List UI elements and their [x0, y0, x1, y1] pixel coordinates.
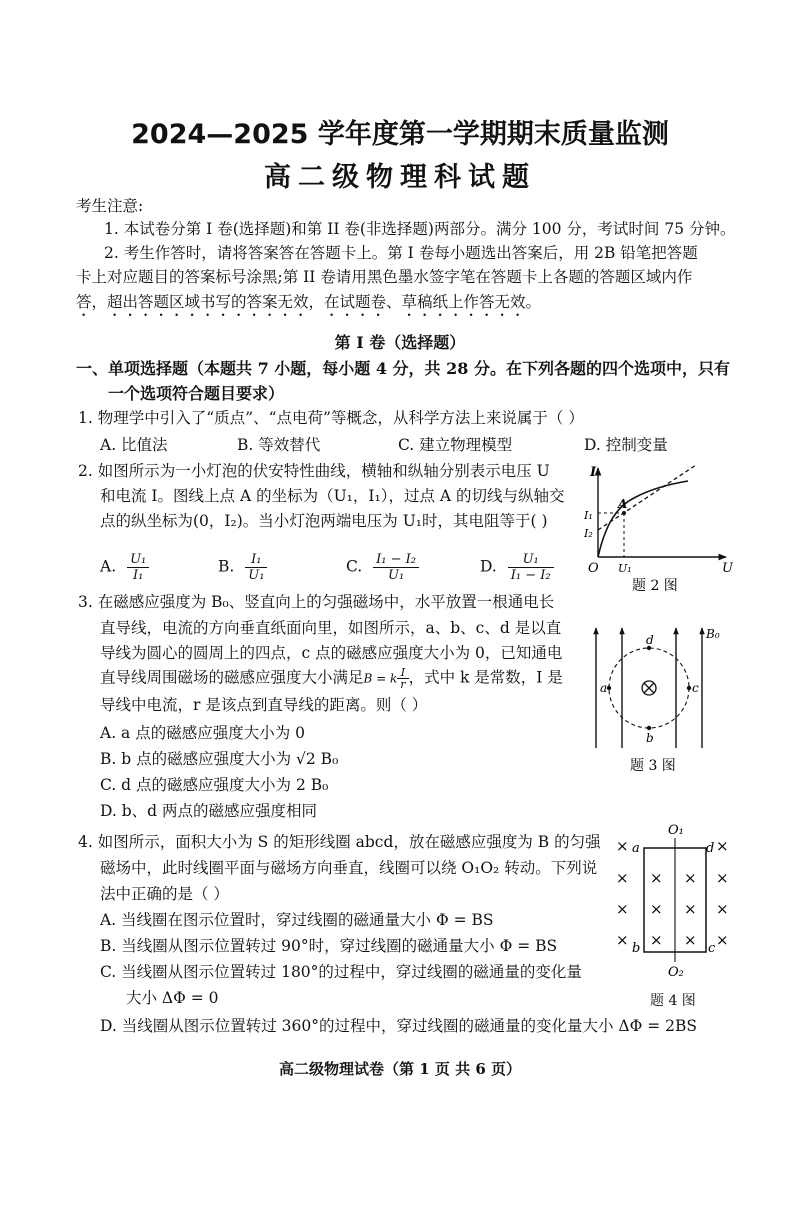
q4-cross: ×: [716, 837, 729, 855]
q3-option-b: B. b 点的磁感应强度大小为 √2 B₀: [100, 750, 339, 768]
q4-cross: ×: [650, 931, 663, 949]
q4-cross: ×: [684, 869, 697, 887]
q4-cross: ×: [616, 900, 629, 918]
q3-option-d: D. b、d 两点的磁感应强度相同: [100, 802, 318, 820]
q4-label-c: c: [708, 941, 716, 956]
q4-line-2: 磁场中，此时线圈平面与磁场方向垂直，线圈可以绕 O₁O₂ 转动。下列说: [100, 859, 598, 877]
q4-label-o2: O₂: [668, 965, 684, 980]
q3-option-c: C. d 点的磁感应强度大小为 2 B₀: [100, 776, 329, 794]
q4-cross: ×: [684, 900, 697, 918]
q2-option-c-denominator: U₁: [388, 568, 405, 583]
q2-point-a-label: A: [618, 497, 628, 511]
notice-label: 考生注意:: [76, 197, 144, 215]
q1-stem: 1. 物理学中引入了“质点”、“点电荷”等概念，从科学方法上来说属于（ ）: [78, 409, 584, 427]
q2-option-d-label: D.: [480, 557, 497, 576]
q2-option-c-numerator: I₁ − I₂: [373, 552, 419, 568]
q2-option-a-fraction: [127, 552, 149, 583]
q2-option-d-denominator: I₁ − I₂: [510, 568, 551, 583]
notice-item-2-line-3: 答，超出答题区域书写的答案无效，在试题卷、草稿纸上作答无效。: [76, 293, 542, 311]
q2-origin-label: O: [588, 561, 599, 576]
q4-figure-caption: 题 4 图: [650, 993, 696, 1009]
q2-iv-curve-figure: [584, 462, 734, 598]
q2-line-1: 2. 如图所示为一小灯泡的伏安特性曲线，横轴和纵轴分别表示电压 U: [78, 462, 550, 480]
q2-option-a-denominator: I₁: [132, 568, 144, 583]
q2-option-d-numerator: U₁: [508, 552, 554, 568]
q2-line-3: 点的纵坐标为(0，I₂)。当小灯泡两端电压为 U₁时，其电阻等于( ): [100, 512, 548, 530]
q3-label-d: d: [646, 633, 654, 647]
q2-characteristic-curve: [598, 481, 688, 557]
q3-line-4-suffix: ，式中 k 是常数，I 是: [408, 668, 563, 687]
q4-cross: ×: [616, 837, 629, 855]
q4-label-d: d: [706, 841, 715, 856]
q2-option-b-fraction: [245, 552, 267, 583]
q2-option-c-label: C.: [346, 557, 363, 576]
section-heading-line-1: 一、单项选择题（本题共 7 小题，每小题 4 分，共 28 分。在下列各题的四个选项中，只有: [76, 359, 730, 378]
q3-line-1: 3. 在磁感应强度为 B₀、竖直向上的匀强磁场中，水平放置一根通电长: [78, 593, 555, 611]
q1-option-c: C. 建立物理模型: [398, 436, 513, 454]
q4-cross: ×: [716, 900, 729, 918]
q2-option-c-fraction: [373, 552, 419, 583]
q4-cross: ×: [716, 869, 729, 887]
q4-label-b: b: [632, 941, 641, 956]
q2-option-a: [100, 552, 149, 583]
q2-line-2: 和电流 I。图线上点 A 的坐标为（U₁，I₁），过点 A 的切线与纵轴交: [100, 487, 565, 505]
q2-option-b-denominator: U₁: [248, 568, 265, 583]
q3-line-4: [100, 667, 563, 690]
q1-option-d: D. 控制变量: [584, 436, 668, 454]
q3-formula-numerator: I: [397, 667, 408, 679]
q2-tangent-line: [598, 465, 696, 530]
q4-cross: ×: [616, 931, 629, 949]
notice-item-2-line-2: 卡上对应题目的答案标号涂黑;第 II 卷请用黑色墨水签字笔在答题卡上各题的答题区域内作: [76, 268, 693, 286]
q3-formula-denominator: r: [400, 678, 406, 691]
q2-figure-caption: 题 2 图: [632, 578, 678, 594]
q2-option-b-label: B.: [218, 557, 235, 576]
q2-i1-label: I₁: [584, 509, 593, 522]
q2-option-d: [480, 552, 554, 583]
q4-option-c-line-1: C. 当线圈从图示位置转过 180°的过程中，穿过线圈的磁通量的变化量: [100, 963, 582, 981]
q4-line-3: 法中正确的是（ ）: [100, 885, 229, 903]
q3-line-5: 导线中电流，r 是该点到直导线的距离。则（ ）: [100, 696, 428, 714]
q3-point-c: [687, 686, 691, 690]
q3-magnetic-field-figure: [582, 620, 732, 780]
q4-label-a: a: [632, 841, 640, 856]
q2-i2-label: I₂: [584, 527, 593, 540]
q1-option-b: B. 等效替代: [237, 436, 321, 454]
q3-line-3: 导线为圆心的圆周上的四点，c 点的磁感应强度大小为 0，已知通电: [100, 644, 563, 662]
q4-option-a: A. 当线圈在图示位置时，穿过线圈的磁通量大小 Φ = BS: [100, 911, 494, 929]
notice-item-1: 1. 本试卷分第 I 卷(选择题)和第 II 卷(非选择题)两部分。满分 100 分，考试时间 75 分钟。: [104, 220, 736, 238]
q3-point-a: [607, 686, 611, 690]
q4-option-b: B. 当线圈从图示位置转过 90°时，穿过线圈的磁通量大小 Φ = BS: [100, 937, 558, 955]
section-heading-line-2: 一个选项符合题目要求）: [108, 384, 285, 403]
q4-coil-figure: [612, 818, 740, 986]
q2-option-a-label: A.: [100, 557, 117, 576]
q2-option-b-numerator: I₁: [245, 552, 267, 568]
q3-label-a: a: [600, 681, 608, 695]
q3-label-b: b: [646, 731, 654, 745]
q1-option-a: A. 比值法: [100, 436, 168, 454]
q3-label-c: c: [692, 681, 699, 695]
q4-cross: ×: [650, 869, 663, 887]
q2-option-c: [346, 552, 419, 583]
q3-formula-lhs: B = k: [363, 671, 398, 686]
q4-line-1: 4. 如图所示，面积大小为 S 的矩形线圈 abcd，放在磁感应强度为 B 的匀强: [78, 833, 601, 851]
q4-option-c-line-2: 大小 ΔΦ = 0: [126, 989, 219, 1007]
q2-option-b: [218, 552, 267, 583]
q4-cross: ×: [650, 900, 663, 918]
q2-u1-label: U₁: [618, 562, 632, 575]
exam-subtitle: 高二级物理科试题: [264, 162, 536, 193]
q2-option-a-numerator: U₁: [127, 552, 149, 568]
q3-figure-caption: 题 3 图: [630, 758, 676, 774]
exam-title: 2024—2025 学年度第一学期期末质量监测: [131, 119, 669, 150]
page-footer: 高二级物理试卷（第 1 页 共 6 页）: [279, 1060, 521, 1078]
q3-label-b0: B₀: [706, 627, 720, 641]
q2-option-d-fraction: [508, 552, 554, 583]
q2-i-axis-label: I: [590, 465, 597, 480]
q3-point-b: [647, 726, 651, 730]
q3-line-2: 直导线，电流的方向垂直纸面向里，如图所示，a、b、c、d 是以直: [100, 619, 562, 637]
q4-cross: ×: [616, 869, 629, 887]
q4-label-o1: O₁: [668, 823, 684, 838]
notice-item-2-line-1: 2. 考生作答时，请将答案答在答题卡上。第 I 卷每小题选出答案后，用 2B 铅笔把答题: [104, 244, 698, 262]
q4-cross: ×: [684, 931, 697, 949]
q2-point-a: [622, 511, 626, 515]
q4-option-d: D. 当线圈从图示位置转过 360°的过程中，穿过线圈的磁通量的变化量大小 ΔΦ = 2BS: [100, 1017, 698, 1035]
q3-option-a: A. a 点的磁感应强度大小为 0: [100, 724, 306, 742]
q3-line-4-prefix: 直导线周围磁场的磁感应强度大小满足: [100, 668, 364, 687]
q2-u-axis-label: U: [722, 561, 733, 576]
q3-formula-fraction: [397, 667, 408, 690]
q4-cross: ×: [716, 931, 729, 949]
section-title: 第 I 卷（选择题）: [334, 333, 466, 352]
